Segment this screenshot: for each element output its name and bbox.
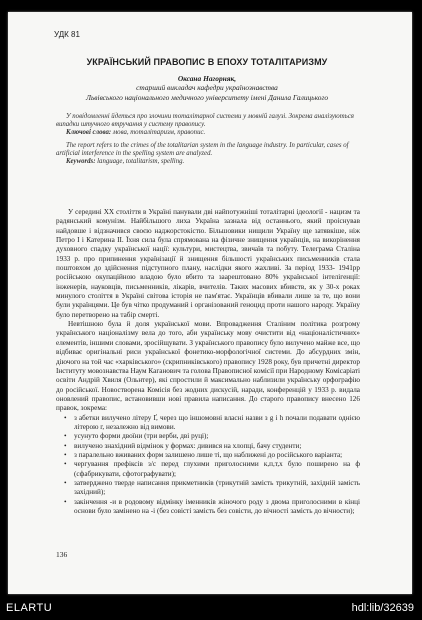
list-item: • з абетки вилучено літеру Ґ, через що іншомовні власні назви з g і h почали подавати однією літерою г, незалежно від вимови.	[74, 414, 360, 433]
abstract-en: The report refers to the crimes of the totalitarian system in the language industry. In particular, cases of artificial interference in the spelling system are analyzed.	[56, 141, 349, 157]
abstract-ua: У повідомленні йдеться про злочини тоталітарної системи у мовній галузі. Зокрема аналізуються випадки штучного втручання у систему правопису.	[56, 113, 354, 129]
footer-handle-link[interactable]: hdl:lib/32639	[351, 602, 414, 614]
list-item: • з паралельно вживаних форм залишено лише ті, що наближені до російського варіанта;	[74, 451, 360, 460]
footer-bar	[0, 600, 422, 620]
body-paragraph-2: Невтішною була й доля української мови. Впровадження Сталіним політика розгрому українського націоналізму вела до того, аби українську мову очистити від «націоналістичних» елементів, іншими словами, зросійщувати. З українського правопису було вилучено майже все, що відбиває оригінальні риси української фонетико-морфологічної системи. До абсурдних змін, діючого на той час «харківського» (скрипниківського) правопису 1928 року, був причетні директор Інституту мовознавства Наум Каганович та голова Правописної комісії при Народному Комісаріаті освіти Андрій Хвиля (Ольнтер), які спростили й максимально наблизили українську орфографію до російської. Новостворена Комісія без жодних дискусій, наради, конференцій у 1933 р. видала оновлений правопис, встановивши нові правила написання. До старого правопису внесено 126 правок, зокрема:	[56, 320, 360, 413]
changes-list	[56, 414, 360, 517]
list-item: • усунуто форми двоїни (три верби, дві руці);	[74, 432, 360, 441]
author-institution: Львівського національного медичного університету імені Данила Галицького	[85, 92, 329, 102]
author-block	[56, 74, 358, 102]
footer-repository-label: ELARTU	[6, 602, 53, 614]
keywords-en	[56, 158, 360, 166]
list-item: • закінчення -и в родовому відмінку іменників жіночого роду з двома приголосними в кінці основи було замінено на -і (без совісті замість без совісти, до вічності замість до вічности);	[74, 498, 360, 517]
article-title: УКРАЇНСЬКИЙ ПРАВОПИС В ЕПОХУ ТОТАЛІТАРИЗМУ	[86, 57, 328, 67]
list-item: • затверджено тверде написання прикметників (трикутній замість трикутній, західній замість західний);	[74, 479, 360, 498]
keywords-en-value: language, totalitarism, spelling.	[97, 158, 185, 166]
author-name: Оксана Нагорняк,	[177, 74, 237, 83]
list-item: • чергування префіксів з/с перед глухими приголосними к,п,т,х було поширено на ф (сфабрикувати, сфотографувати);	[74, 460, 360, 479]
abstract-block	[56, 113, 360, 166]
author-position: старший викладач кафедри українознавства	[136, 83, 278, 93]
list-item: • вилучено знахідний відмінок у формах: дивився на хлопці, бачу студенти;	[74, 442, 360, 451]
body-paragraph-1: У середині ХХ століття в Україні панували дві найпотужніші тоталітарні ідеології - нацизм та радянський комунізм. Найбільшого лиха Україна зазнала від останнього, який проіснував найдовше і відзначився своєю наджорстокістю. Більшовики нищили Україну ще затявкіше, ніж Петро І і Катерина ІІ. Їхня сила була спрямована на фізичне знищення українців, на викорінення духовного спадку української нації: культури, мистецтва, звичаїв та побуту. Телеграма Сталіна 1933 р. про припинення українізації й знищення більшості українських письменників стала поштовхом до здійснення підступного плану, наслідки якого жахливі. За період 1933- 1941рр російською окупаційною владою було вбито та заарештовано 80% української інтелігенції: інженерів, науковців, письменників, лікарів, вчителів. Таких масових вбивств, як у 30-х роках минулого століття в Україні світова історія не пам'ятає. Українців вбивали лише за те, що вони були українцями. Це був чітко продуманий і організований геноцид проти нашого народу. Україну було перетворено на табір смерті.	[56, 208, 360, 319]
keywords-ua-value: мова, тоталітаризм, правопис.	[112, 129, 206, 137]
keywords-ua	[56, 129, 360, 137]
article-body	[56, 208, 360, 516]
udk-code: УДК 81	[54, 30, 80, 39]
keywords-en-label: Keywords:	[66, 158, 96, 166]
page-number: 136	[56, 550, 68, 559]
keywords-ua-label: Ключові слова:	[66, 129, 112, 137]
